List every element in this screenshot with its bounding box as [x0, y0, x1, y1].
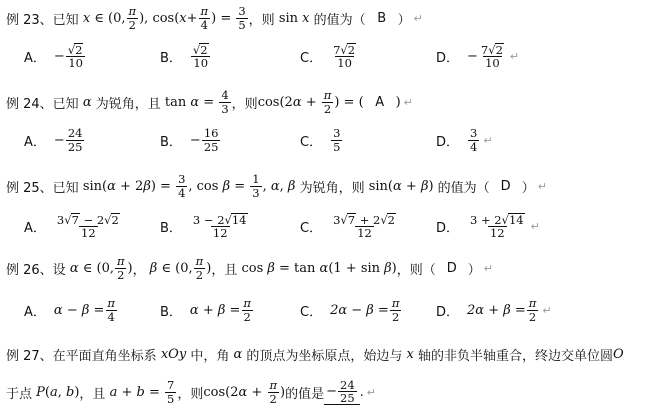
q24-option-c: C． 3 5 — [300, 126, 341, 154]
q27-label: 例 27、在平面直角坐标系 — [6, 348, 157, 364]
q26-option-d: D． 2α + β = $\frac{\pi}{2}$ ↵ — [436, 296, 552, 324]
return-mark-icon: ↵ — [413, 11, 423, 25]
q24-options — [0, 124, 663, 156]
q26-label: 例 26、设 — [6, 262, 66, 278]
q25-label: 例 25、已知 — [6, 180, 79, 196]
q26-formula: cos β = tan α (1 + sin β ) — [237, 260, 397, 276]
q24-stem: 例 24、已知 α 为锐角，且 tan α = 4 3 ，则 cos(2 α + $\frac{\pi}{2}$ ) = ( A ) ↵ — [6, 88, 413, 116]
q27-line1: 例 27、在平面直角坐标系 xOy 中，角 α 的顶点为坐标原点，始边与 x 轴的非负半轴重合，终边交单位圆 O — [6, 346, 624, 364]
q24-option-a: A． − $\frac{24}{25}$ — [24, 126, 83, 154]
q26-option-a: A． α − β = $\frac{\pi}{4}$ — [24, 296, 115, 324]
q27-answer: − $\frac{24}{25}$ — [324, 379, 360, 405]
q25-formula: sin( α + 2 β ) = 3 4 , cos β = 1 3 , α , β — [78, 172, 296, 200]
q25-answer: D — [500, 178, 511, 194]
q26-option-b: B． α + β = $\frac{\pi}{2}$ — [160, 296, 251, 324]
q25-options — [0, 210, 663, 242]
q26-option-c: C． 2α − β = $\frac{\pi}{2}$ — [300, 296, 400, 324]
q26-stem: 例 26、设 α ∈ (0, π 2 ) ， β ∈ (0, π 2 ) ，且 cos β = tan α (1 + sin β ) ，则（ D ） ↵ — [6, 254, 493, 282]
q23-option-a: A． − $\frac{√2}{10}$ — [24, 42, 83, 70]
q23-answer: B — [377, 10, 387, 26]
q25-option-d: D． 3 + 2√14 12 ↵ — [436, 212, 540, 240]
q25-option-a: A． 3√7 − 2√2 12 — [24, 212, 119, 240]
q23-formula: x ∈ (0, π 2 ), cos( x + π 4 ) = 3 5 — [82, 4, 246, 32]
q24-answer: A — [375, 94, 385, 110]
q26-answer: D — [446, 260, 457, 276]
q23-options — [0, 40, 663, 72]
q23-stem: 例 23、已知 x ∈ (0, π 2 ), cos( x + π 4 ) = 3 5 ，则 sin x 的值为（ B ） ↵ — [6, 4, 423, 32]
q23-option-c: C． 7√2 10 — [300, 42, 356, 70]
q27-line2: 于点 P ( a , b ) ，且 a + b = 7 5 ，则 cos(2 α + π 2 ) 的值是 − $\frac{24}{25}$ . ↵ — [6, 377, 376, 406]
q25-stem: 例 25、已知 sin( α + 2 β ) = 3 4 , cos β = 1 3 , α , β 为锐角，则 sin( α + β ) 的值为（ D ） ↵ — [6, 172, 547, 200]
q25-option-c: C． 3√7 + 2√2 12 — [300, 212, 395, 240]
q23-option-b: B． √2 10 — [160, 42, 209, 70]
q25-option-b: B． 3 − 2√14 12 — [160, 212, 247, 240]
q23-label: 例 23、已知 — [6, 12, 79, 28]
q24-option-d: D． 3 4 ↵ — [436, 126, 493, 154]
q24-formula: tan α = 4 3 — [160, 88, 229, 116]
q24-option-b: B． − $\frac{16}{25}$ — [160, 126, 219, 154]
q24-label: 例 24、已知 — [6, 96, 79, 112]
q23-option-d: D． − $\frac{7√2}{10}$ ↵ — [436, 42, 520, 70]
q26-options — [0, 294, 663, 326]
